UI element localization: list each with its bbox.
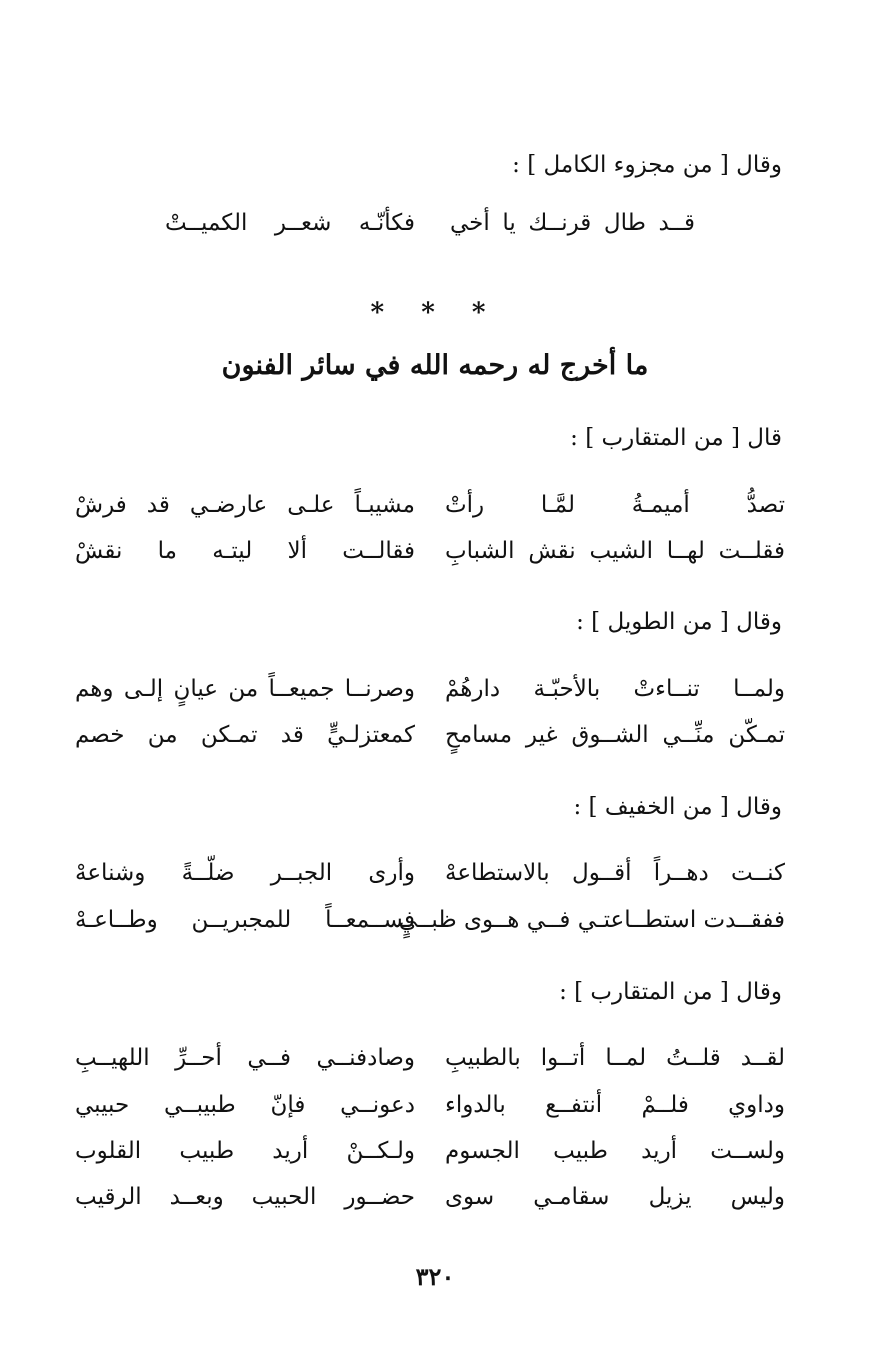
verse-second-hemistich: وصرنــا جميعــاً من عيانٍ إلـى وهم	[75, 676, 415, 702]
poem-intro: وقال [ من الطويل ] :	[576, 609, 782, 635]
verse-line	[165, 205, 695, 241]
verse-first-hemistich: ففقــدت استطــاعتـي فــي هــوى ظبــيٍ	[398, 907, 785, 933]
verse-line	[75, 1087, 785, 1123]
verse-line	[75, 717, 785, 753]
verse-first-hemistich: لقــد قلــتُ لمــا أتــوا بالطبيبِ	[445, 1045, 785, 1071]
verse-second-hemistich: ولـكــنْ أريد طبيب القلوب	[75, 1138, 415, 1164]
verse-first-hemistich: قــد طال قرنــك يا أخي	[450, 210, 695, 236]
verse-second-hemistich: فكأنّـه شعــر الكميــتْ	[165, 210, 415, 236]
verse-line	[75, 902, 785, 938]
verse-line	[75, 855, 785, 891]
verse-first-hemistich: وليس يزيل سقامـي سوى	[445, 1184, 785, 1210]
verse-line	[75, 533, 785, 569]
poem-intro: وقال [ من مجزوء الكامل ] :	[512, 152, 782, 178]
verse-second-hemistich: حضــور الحبيب وبعــد الرقيب	[75, 1184, 415, 1210]
verse-line	[75, 671, 785, 707]
verse-line	[75, 487, 785, 523]
verse-first-hemistich: تصدُّ أميمـةُ لمَّـا رأتْ	[445, 492, 785, 518]
section-heading: ما أخرج له رحمه الله في سائر الفنون	[221, 350, 649, 381]
verse-first-hemistich: تمـكّن منِّــي الشــوق غير مسامحٍ	[445, 722, 785, 748]
verse-first-hemistich: وداوي فلــمْ أنتفــع بالدواء	[445, 1092, 785, 1118]
verse-first-hemistich: ولمــا تنــاءتْ بالأحبّـة دارهُمْ	[445, 676, 785, 702]
poem-intro: وقال [ من الخفيف ] :	[573, 794, 782, 820]
verse-line	[75, 1040, 785, 1076]
verse-first-hemistich: كنــت دهــراً أقــول بالاستطاعهْ	[445, 860, 785, 886]
poem-intro: قال [ من المتقارب ] :	[570, 425, 782, 451]
verse-line	[75, 1179, 785, 1215]
verse-second-hemistich: دعونــي فإنّ طبيبــي حبيبي	[75, 1092, 415, 1118]
verse-line	[75, 1133, 785, 1169]
verse-second-hemistich: كمعتزلـيٍّ قد تمـكن من خصم	[75, 722, 415, 748]
verse-second-hemistich: وصادفنــي فــي أحــرِّ اللهيــبِ	[75, 1045, 415, 1071]
verse-first-hemistich: ولســت أريد طبيب الجسوم	[445, 1138, 785, 1164]
section-separator: * * *	[370, 298, 500, 328]
page-number: ٣٢٠	[415, 1262, 455, 1291]
poem-intro: وقال [ من المتقارب ] :	[559, 979, 782, 1005]
verse-second-hemistich: فســمعــاً للمجبريــن وطــاعـهْ	[75, 907, 415, 933]
verse-second-hemistich: وأرى الجبــر ضلّــةً وشناعهْ	[75, 860, 415, 886]
verse-second-hemistich: فقالــت ألا ليتـه ما نقشْ	[75, 538, 415, 564]
verse-first-hemistich: فقلــت لهــا الشيب نقش الشبابِ	[445, 538, 785, 564]
verse-second-hemistich: مشيبـاً علـى عارضـي قد فرشْ	[75, 492, 415, 518]
